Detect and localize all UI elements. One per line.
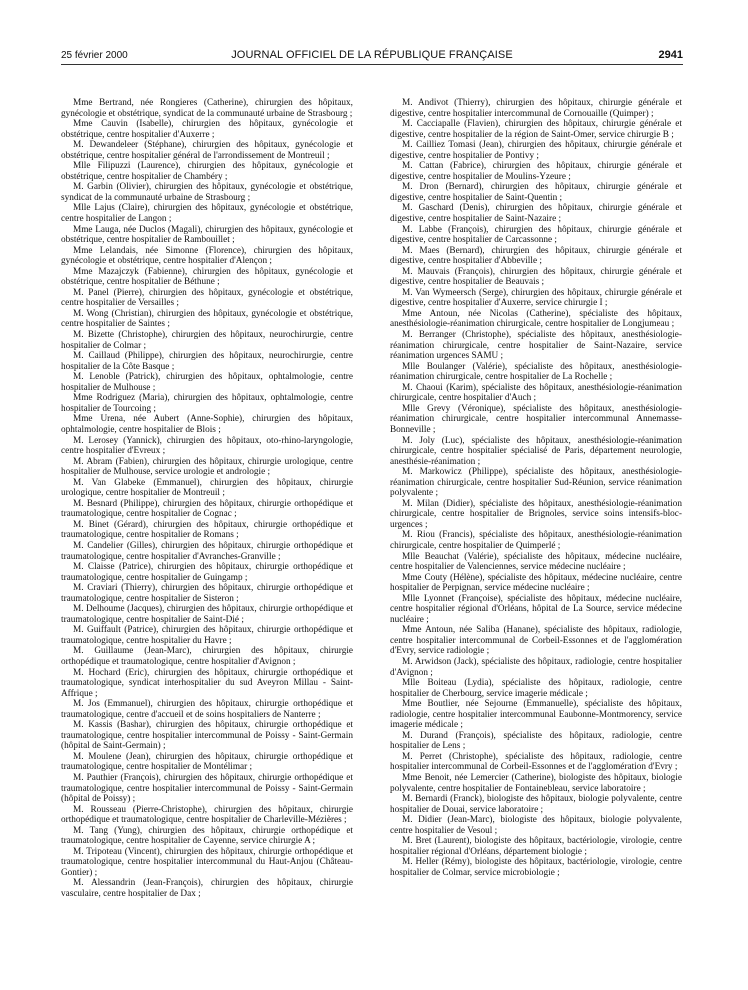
appointment-entry: Mme Mazajczyk (Fabienne), chirurgien des hôpitaux, gynécologie et obstétrique, centre hospitalier de Béthune ;	[61, 266, 353, 288]
header-rule	[61, 64, 683, 65]
appointment-entry: M. Van Glabeke (Emmanuel), chirurgien des hôpitaux, chirurgie urologique, centre hospitalier de Montreuil ;	[61, 477, 353, 499]
appointment-entry: Mme Boutlier, née Sejourne (Emmanuelle), spécialiste des hôpitaux, radiologie, centre hospitalier intercommunal Eaubonne-Montmorency, service imagerie médicale ;	[390, 699, 682, 731]
appointment-entry: M. Lenoble (Patrick), chirurgien des hôpitaux, ophtalmologie, centre hospitalier de Mulhouse ;	[61, 372, 353, 393]
appointment-entry: M. Panel (Pierre), chirurgien des hôpitaux, gynécologie et obstétrique, centre hospitalier de Versailles ;	[61, 287, 353, 309]
appointment-entry: M. Cailliez Tomasi (Jean), chirurgien des hôpitaux, chirurgie générale et digestive, centre hospitalier de Pontivy ;	[390, 140, 682, 161]
appointment-entry: M. Candelier (Gilles), chirurgien des hôpitaux, chirurgie orthopédique et traumatologique, centre hospitalier d'Avranches-Granville ;	[61, 540, 353, 562]
appointment-entry: M. Van Wymeersch (Serge), chirurgien des hôpitaux, chirurgie générale et digestive, centre hospitalier d'Auxerre, service chirurgie I ;	[390, 287, 682, 309]
appointment-entry: M. Perret (Christophe), spécialiste des hôpitaux, radiologie, centre hospitalier intercommunal de Corbeil-Essonnes et de l'agglomération d'Evry ;	[390, 751, 682, 773]
appointment-entry: Mme Bertrand, née Rongieres (Catherine), chirurgien des hôpitaux, gynécologie et obstétrique, syndicat de la communauté urbaine de Strasbourg ;	[61, 98, 353, 119]
appointment-entry: Mme Antoun, née Nicolas (Catherine), spécialiste des hôpitaux, anesthésiologie-réanimation chirurgicale, centre hospitalier de Longjumeau ;	[390, 308, 682, 330]
appointment-entry: M. Riou (Francis), spécialiste des hôpitaux, anesthésiologie-réanimation chirurgicale, centre hospitalier de Quimperlé ;	[390, 530, 682, 551]
appointment-entry: M. Moulene (Jean), chirurgien des hôpitaux, chirurgie orthopédique et traumatologique, centre hospitalier de Montélimar ;	[61, 751, 353, 773]
appointment-entry: M. Arwidson (Jack), spécialiste des hôpitaux, radiologie, centre hospitalier d'Avignon ;	[390, 656, 682, 678]
appointment-entry: Mme Urena, née Aubert (Anne-Sophie), chirurgien des hôpitaux, ophtalmologie, centre hospitalier de Blois ;	[61, 414, 353, 435]
appointment-entry: M. Bernardi (Franck), biologiste des hôpitaux, biologie polyvalente, centre hospitalier de Douai, service laboratoire ;	[390, 794, 682, 815]
appointment-entry: M. Guillaume (Jean-Marc), chirurgien des hôpitaux, chirurgie orthopédique et traumatologique, centre hospitalier d'Avignon ;	[61, 646, 353, 667]
appointment-entry: M. Durand (François), spécialiste des hôpitaux, radiologie, centre hospitalier de Lens ;	[390, 730, 682, 752]
appointment-entry: M. Maes (Bernard), chirurgien des hôpitaux, chirurgie générale et digestive, centre hospitalier d'Abbeville ;	[390, 245, 682, 267]
appointment-entry: M. Wong (Christian), chirurgien des hôpitaux, gynécologie et obstétrique, centre hospitalier de Saintes ;	[61, 308, 353, 330]
header-date: 25 février 2000	[61, 50, 128, 61]
appointment-entry: M. Jos (Emmanuel), chirurgien des hôpitaux, chirurgie orthopédique et traumatologique, centre d'accueil et de soins hospitaliers de Nanterre ;	[61, 699, 353, 720]
appointment-entry: M. Milan (Didier), spécialiste des hôpitaux, anesthésiologie-réanimation chirurgicale, centre hospitalier de Brignoles, service soins intensifs-bloc-urgences ;	[390, 498, 682, 530]
appointment-entry: M. Mauvais (François), chirurgien des hôpitaux, chirurgie générale et digestive, centre hospitalier de Beauvais ;	[390, 266, 682, 288]
appointment-entry: M. Rousseau (Pierre-Christophe), chirurgien des hôpitaux, chirurgie orthopédique et traumatologique, centre hospitalier de Charleville-Mézières ;	[61, 804, 353, 826]
page-number: 2941	[658, 49, 683, 61]
appointment-entry: Mlle Lajus (Claire), chirurgien des hôpitaux, gynécologie et obstétrique, centre hospitalier de Langon ;	[61, 203, 353, 225]
appointment-entry: M. Berranger (Christophe), spécialiste des hôpitaux, anesthésiologie-réanimation chirurgicale, centre hospitalier de Saint-Nazaire, service réanimation urgences SAMU ;	[390, 330, 682, 362]
right-column	[390, 98, 682, 978]
appointment-entry: M. Craviari (Thierry), chirurgien des hôpitaux, chirurgie orthopédique et traumatologique, centre hospitalier de Sisteron ;	[61, 583, 353, 604]
appointment-entry: Mme Lelandais, née Simonne (Florence), chirurgien des hôpitaux, gynécologie et obstétrique, centre hospitalier d'Alençon ;	[61, 245, 353, 267]
appointment-entry: M. Markowicz (Philippe), spécialiste des hôpitaux, anesthésiologie-réanimation chirurgicale, centre hospitalier Sud-Réunion, service réanimation polyvalente ;	[390, 467, 682, 499]
appointment-entry: M. Bizette (Christophe), chirurgien des hôpitaux, neurochirurgie, centre hospitalier de Colmar ;	[61, 330, 353, 351]
appointment-entry: M. Binet (Gérard), chirurgien des hôpitaux, chirurgie orthopédique et traumatologique, centre hospitalier de Romans ;	[61, 519, 353, 541]
page-header	[61, 48, 683, 64]
appointment-entry: M. Tang (Yung), chirurgien des hôpitaux, chirurgie orthopédique et traumatologique, centre hospitalier de Cayenne, service chirurgie A ;	[61, 825, 353, 847]
header-title: JOURNAL OFFICIEL DE LA RÉPUBLIQUE FRANÇAISE	[231, 49, 513, 61]
appointment-entry: Mlle Boiteau (Lydia), spécialiste des hôpitaux, radiologie, centre hospitalier de Cherbourg, service imagerie médicale ;	[390, 678, 682, 699]
appointment-entry: M. Delhoume (Jacques), chirurgien des hôpitaux, chirurgie orthopédique et traumatologique, centre hospitalier de Saint-Dié ;	[61, 604, 353, 625]
appointment-entry: Mlle Boulanger (Valérie), spécialiste des hôpitaux, anesthésiologie-réanimation chirurgicale, centre hospitalier de La Rochelle ;	[390, 361, 682, 383]
appointment-entry: Mme Couty (Hélène), spécialiste des hôpitaux, médecine nucléaire, centre hospitalier de Perpignan, service médecine nucléaire ;	[390, 572, 682, 594]
appointment-entry: Mme Rodriguez (Maria), chirurgien des hôpitaux, ophtalmologie, centre hospitalier de Tourcoing ;	[61, 393, 353, 414]
appointment-entry: M. Andivot (Thierry), chirurgien des hôpitaux, chirurgie générale et digestive, centre hospitalier intercommunal de Cornouaille (Quimper) ;	[390, 98, 682, 119]
appointment-entry: M. Cacciapalle (Flavien), chirurgien des hôpitaux, chirurgie générale et digestive, centre hospitalier de la région de Saint-Omer, service chirurgie B ;	[390, 119, 682, 140]
appointment-entry: M. Gaschard (Denis), chirurgien des hôpitaux, chirurgie générale et digestive, centre hospitalier de Saint-Nazaire ;	[390, 203, 682, 225]
appointment-entry: M. Abram (Fabien), chirurgien des hôpitaux, chirurgie urologique, centre hospitalier de Mulhouse, service urologie et andrologie ;	[61, 456, 353, 478]
appointment-entry: M. Heller (Rémy), biologiste des hôpitaux, bactériologie, virologie, centre hospitalier de Colmar, service microbiologie ;	[390, 857, 682, 878]
appointment-entry: M. Alessandrin (Jean-François), chirurgien des hôpitaux, chirurgie vasculaire, centre hospitalier de Dax ;	[61, 878, 353, 900]
appointment-entry: Mlle Lyonnet (Françoise), spécialiste des hôpitaux, médecine nucléaire, centre hospitalier régional d'Orléans, hôpital de La Source, service médecine nucléaire ;	[390, 593, 682, 625]
appointment-entry: Mme Lauga, née Duclos (Magali), chirurgien des hôpitaux, gynécologie et obstétrique, centre hospitalier de Rambouillet ;	[61, 224, 353, 246]
left-column	[61, 98, 353, 978]
appointment-entry: M. Didier (Jean-Marc), biologiste des hôpitaux, biologie polyvalente, centre hospitalier de Vesoul ;	[390, 815, 682, 836]
appointment-entry: M. Claisse (Patrice), chirurgien des hôpitaux, chirurgie orthopédique et traumatologique, centre hospitalier de Guingamp ;	[61, 562, 353, 583]
appointment-entry: M. Garbin (Olivier), chirurgien des hôpitaux, gynécologie et obstétrique, syndicat de la communauté urbaine de Strasbourg ;	[61, 182, 353, 203]
appointment-entry: M. Chaoui (Karim), spécialiste des hôpitaux, anesthésiologie-réanimation chirurgicale, centre hospitalier d'Auch ;	[390, 382, 682, 404]
appointment-entry: M. Kassis (Bashar), chirurgien des hôpitaux, chirurgie orthopédique et traumatologique, centre hospitalier intercommunal de Poissy - Saint-Germain (hôpital de Saint-Germain) ;	[61, 720, 353, 752]
appointment-entry: M. Pauthier (François), chirurgien des hôpitaux, chirurgie orthopédique et traumatologique, centre hospitalier intercommunal de Poissy - Saint-Germain (hôpital de Poissy) ;	[61, 773, 353, 805]
appointment-entry: M. Labbe (François), chirurgien des hôpitaux, chirurgie générale et digestive, centre hospitalier de Carcassonne ;	[390, 224, 682, 246]
appointment-entry: M. Caillaud (Philippe), chirurgien des hôpitaux, neurochirurgie, centre hospitalier de la Côte Basque ;	[61, 351, 353, 372]
appointment-entry: Mme Cauvin (Isabelle), chirurgien des hôpitaux, gynécologie et obstétrique, centre hospitalier d'Auxerre ;	[61, 119, 353, 140]
appointment-entry: M. Lerosey (Yannick), chirurgien des hôpitaux, oto-rhino-laryngologie, centre hospitalier d'Evreux ;	[61, 435, 353, 457]
appointment-entry: Mlle Grevy (Véronique), spécialiste des hôpitaux, anesthésiologie-réanimation chirurgicale, centre hospitalier intercommunal Annemasse-Bonneville ;	[390, 403, 682, 435]
appointment-entry: M. Joly (Luc), spécialiste des hôpitaux, anesthésiologie-réanimation chirurgicale, centre hospitalier spécialisé de Paris, département neurologie, anesthésie-réanimation ;	[390, 435, 682, 467]
appointment-entry: M. Dron (Bernard), chirurgien des hôpitaux, chirurgie générale et digestive, centre hospitalier de Saint-Quentin ;	[390, 182, 682, 203]
appointment-entry: M. Guiffault (Patrice), chirurgien des hôpitaux, chirurgie orthopédique et traumatologique, centre hospitalier du Havre ;	[61, 625, 353, 646]
appointment-entry: M. Dewandeleer (Stéphane), chirurgien des hôpitaux, gynécologie et obstétrique, centre hospitalier général de l'arrondissement de Montreuil ;	[61, 140, 353, 161]
appointment-entry: Mme Benoit, née Lemercier (Catherine), biologiste des hôpitaux, biologie polyvalente, centre hospitalier de Fontainebleau, service laboratoire ;	[390, 773, 682, 794]
appointment-entry: Mlle Filipuzzi (Laurence), chirurgien des hôpitaux, gynécologie et obstétrique, centre hospitalier de Chambéry ;	[61, 161, 353, 182]
appointment-entry: M. Tripoteau (Vincent), chirurgien des hôpitaux, chirurgie orthopédique et traumatologique, centre hospitalier intercommunal du Haut-Anjou (Château-Gontier) ;	[61, 846, 353, 878]
appointment-entry: M. Bret (Laurent), biologiste des hôpitaux, bactériologie, virologie, centre hospitalier régional d'Orléans, département biologie ;	[390, 836, 682, 857]
appointment-entry: Mlle Beauchat (Valérie), spécialiste des hôpitaux, médecine nucléaire, centre hospitalier de Valenciennes, service médecine nucléaire ;	[390, 551, 682, 573]
appointment-entry: M. Besnard (Philippe), chirurgien des hôpitaux, chirurgie orthopédique et traumatologique, centre hospitalier de Cognac ;	[61, 498, 353, 520]
appointment-entry: M. Cattan (Fabrice), chirurgien des hôpitaux, chirurgie générale et digestive, centre hospitalier de Moulins-Yzeure ;	[390, 161, 682, 182]
appointment-entry: M. Hochard (Eric), chirurgien des hôpitaux, chirurgie orthopédique et traumatologique, syndicat interhospitalier du sud Aveyron Millau - Saint-Affrique ;	[61, 667, 353, 699]
appointment-entry: Mme Antoun, née Saliba (Hanane), spécialiste des hôpitaux, radiologie, centre hospitalier intercommunal de Corbeil-Essonnes et de l'agglomération d'Evry, service radiologie ;	[390, 625, 682, 657]
